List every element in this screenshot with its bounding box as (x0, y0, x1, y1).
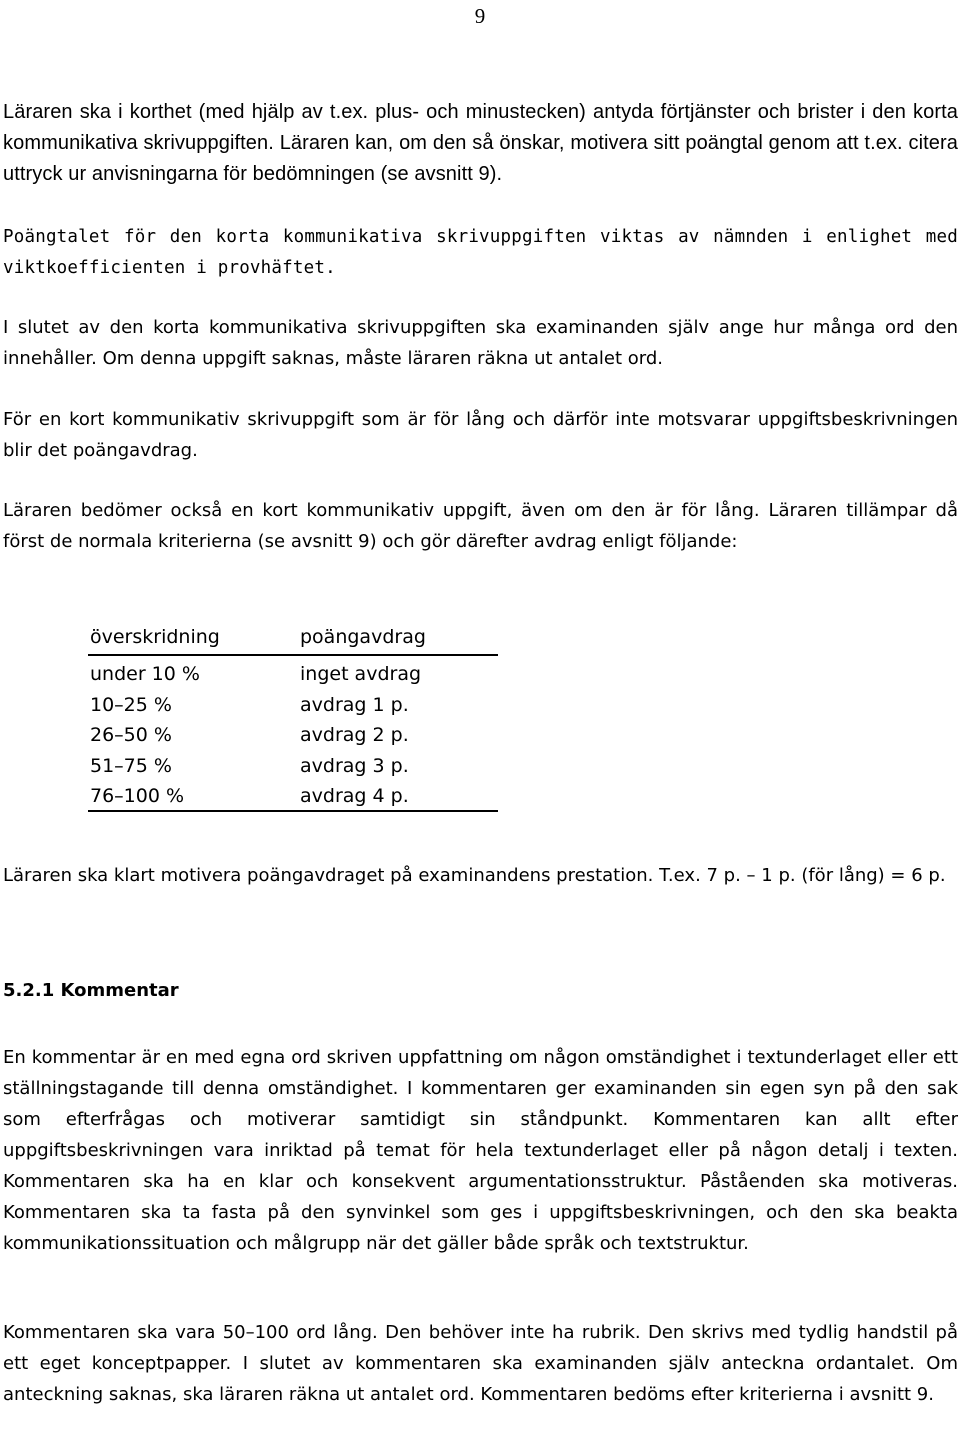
paragraph-lararen-bedomer: Läraren bedömer också en kort kommunikativ uppgift, även om den är för lång. Läraren tillämpar då först de normala kriterierna (se avsnitt 9) och gör därefter avdrag enligt följande: (3, 500, 958, 552)
paragraph-en-kommentar: En kommentar är en med egna ord skriven uppfattning om någon omständighet i textunderlaget eller ett ställningstagande till denna omständighet. I kommentaren ger examinanden sin egen syn på den sak som efterfrågas och motiverar samtidigt sin ståndpunkt. Kommentaren kan allt efter uppgiftsbeskrivningen vara inriktad på temat för hela textunderlaget eller på någon detalj i texten. Kommentaren ska ha en klar och konsekvent argumentationsstruktur. Påståenden ska motiveras. Kommentaren ska ta fasta på den synvinkel som ges i uppgiftsbeskrivningen, och den ska beakta kommunikationssituation och målgrupp när det gäller både språk och textstruktur. (3, 1047, 958, 1254)
table-cell-deduction: avdrag 3 p. (300, 754, 409, 777)
table-cell-range: under 10 % (90, 663, 200, 685)
table-cell-range: 10–25 % (90, 693, 172, 716)
paragraph-for-en-kort: För en kort kommunikativ skrivuppgift som är för lång och därför inte motsvarar uppgiftsbeskrivningen blir det poängavdrag. (3, 409, 958, 461)
column-header-overskridning: överskridning (90, 626, 220, 648)
paragraph-i-slutet: I slutet av den korta kommunikativa skrivuppgiften ska examinanden själv ange hur många ord den innehåller. Om denna uppgift saknas, måste läraren räkna ut antalet ord. (3, 317, 958, 369)
table-cell-range: 76–100 % (90, 785, 185, 807)
paragraph-motivera-poangavdraget: Läraren ska klart motivera poängavdraget på examinandens prestation. T.ex. 7 p. – 1 p. (för lång) = 6 p. (3, 865, 946, 886)
table-cell-deduction: avdrag 4 p. (300, 785, 409, 807)
paragraph-lararen-ska-i-korthet: Läraren ska i korthet (med hjälp av t.ex. plus- och minustecken) antyda förtjänster och brister i den korta kommunikativa skrivuppgiften. Läraren kan, om den så önskar, motivera sitt poängtal genom att t.ex. citera uttryck ur anvisningarna för bedömningen (se avsnitt 9). (3, 101, 958, 185)
column-header-poangavdrag: poängavdrag (300, 626, 426, 648)
table-cell-deduction: avdrag 2 p. (300, 724, 409, 746)
table-row (88, 659, 498, 690)
table-row (88, 751, 498, 782)
paragraph-poangtalet: Poängtalet för den korta kommunikativa skrivuppgiften viktas av nämnden i enlighet med viktkoefficienten i provhäftet. (3, 227, 958, 278)
table-row (88, 720, 498, 751)
table-cell-range: 51–75 % (90, 754, 172, 777)
table-cell-deduction: avdrag 1 p. (300, 693, 409, 716)
paragraph-kommentaren-ska-vara: Kommentaren ska vara 50–100 ord lång. Den behöver inte ha rubrik. Den skrivs med tydlig handstil på ett eget konceptpapper. I slutet av kommentaren ska examinanden själv anteckna ordantalet. Om anteckning saknas, ska läraren räkna ut antalet ord. Kommentaren bedöms efter kriterierna i avsnitt 9. (3, 1322, 958, 1405)
table-row (88, 781, 498, 812)
table-cell-range: 26–50 % (90, 724, 172, 746)
table-cell-deduction: inget avdrag (300, 663, 422, 685)
section-heading: 5.2.1 Kommentar (3, 980, 179, 1001)
table-row (88, 690, 498, 721)
deduction-table (88, 622, 498, 812)
table-header (88, 622, 498, 656)
page-number: 9 (474, 4, 486, 28)
